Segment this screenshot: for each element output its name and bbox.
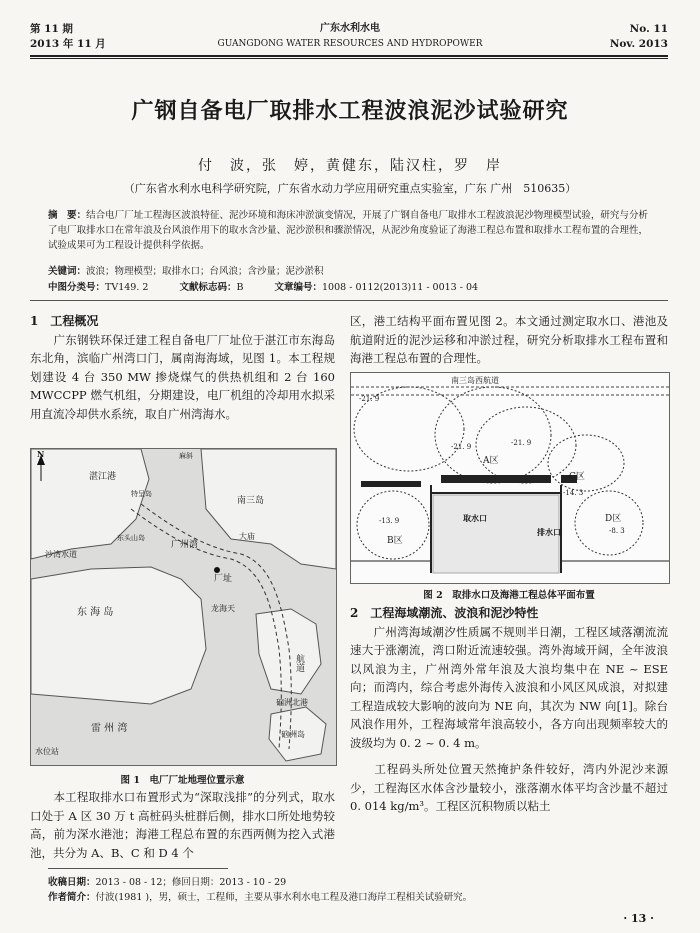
cls-label: 中图分类号： <box>48 282 106 293</box>
figure-2-layout <box>350 372 670 584</box>
received-value: 2013 - 08 - 12；修回日期：2013 - 10 - 29 <box>95 877 287 888</box>
fig2-zone-b: B区 <box>387 536 403 546</box>
header-rule-thin <box>30 58 668 59</box>
map-label-guangzhouwan: 广州湾 <box>171 540 199 550</box>
fig2-outfall-label: 排水口 <box>537 527 561 537</box>
section-1-heading: 1 工程概况 <box>30 314 99 328</box>
layout-paragraph: 本工程取排水口布置形式为“深取浅排”的分列式，取水口处于 A 区 30 万 t 高桩码头桩群后侧，排水口所处地势较高，前为深水港池；海港工程总布置的东西两侧为挖入式港池，共分为 A、B、C 和 D 4 个 <box>30 790 335 860</box>
map-label-dongtoushan: 东头山岛 <box>117 534 145 542</box>
footnote-rule <box>48 868 228 869</box>
fig2-depth-c: -14. 3 <box>563 489 584 497</box>
abstract <box>48 208 648 253</box>
received-date <box>48 874 286 888</box>
journal-title-en: GUANGDONG WATER RESOURCES AND HYDROPOWER <box>217 39 483 49</box>
map-label-gauge: 水位站 <box>35 747 59 756</box>
map-label-techeng: 特呈岛 <box>131 490 152 498</box>
fig2-depth-b: -13. 9 <box>379 517 400 525</box>
map-label-leizhou: 雷 州 湾 <box>91 723 128 734</box>
map-label-zhanjiang: 湛江港 <box>89 472 117 482</box>
fig2-zone-d: D区 <box>605 514 622 524</box>
keywords-label: 关键词： <box>48 266 87 277</box>
right-column-top <box>350 312 668 368</box>
left-column-bottom <box>30 788 335 862</box>
map-label-longhaitian: 龙海天 <box>211 604 235 613</box>
figure-2-intro-paragraph: 区，港工结构平面布置见图 2。本文通过测定取水口、港池及航道附近的泥沙运移和冲淤过程，研究分析取排水工程布置和海港工程总布置的合理性。 <box>350 314 668 365</box>
fig2-depth-1: -21. 9 <box>359 395 380 403</box>
figure-2-caption: 图 2 取排水口及海港工程总体平面布置 <box>423 590 595 601</box>
fig2-top-label: 南三岛西航道 <box>451 376 499 385</box>
doc-value: B <box>236 282 244 293</box>
map-label-naozhou-north: 硇洲北港 <box>276 698 308 707</box>
journal-title-cn: 广东水利水电 <box>320 23 380 34</box>
map-label-shawan: 沙湾水道 <box>45 550 77 559</box>
abstract-rule <box>30 300 668 301</box>
abstract-label: 摘 要： <box>48 210 87 221</box>
section-2-heading: 2 工程海域潮流、波浪和泥沙特性 <box>350 606 539 620</box>
author-bio <box>48 889 472 903</box>
author-bio-label: 作者简介： <box>48 892 96 903</box>
map-label-donghai: 东 海 岛 <box>77 607 114 618</box>
section-1-paragraph: 广东钢铁环保迁建工程自备电厂厂址位于湛江市东海岛东北角，滨临广州湾口门，属南海海域，见图 1。本工程规划建设 4 台 350 MW 掺烧煤气的供热机组和 2 台 160 MWCCPP 燃气机组，分期建设，电厂机组的冷却用水拟采用直流冷却供水系统，取自广州湾海水。 <box>30 332 335 421</box>
keywords-text: 波浪；物理模型；取排水口；台风浪；含沙量；泥沙淤积 <box>86 266 324 277</box>
map-label-site: 厂址 <box>214 574 233 584</box>
issue-number: 第 11 期 <box>30 23 73 35</box>
issue-date-en: Nov. 2013 <box>609 38 668 50</box>
map-label-channel: 航道 <box>294 654 304 672</box>
num-label: 文章编号： <box>274 282 323 293</box>
doc-label: 文献标志码： <box>179 282 237 293</box>
map-label-nansan: 南三岛 <box>237 496 265 506</box>
north-arrow-label: N <box>37 449 45 459</box>
figure-1-map <box>30 448 337 766</box>
affiliation: （广东省水利水电科学研究院，广东省水动力学应用研究重点实验室，广东 广州 510635） <box>123 182 577 195</box>
issue-date: 2013 年 11 月 <box>30 38 106 50</box>
figure-1-caption: 图 1 电厂厂址地理位置示意 <box>120 775 245 786</box>
section-2-paragraph-1: 广州湾海域潮汐性质属不规则半日潮，工程区域落潮流流速大于涨潮流，湾口附近流速较强。湾外海域开阔，全年波浪以风浪为主，广州湾外常年浪及大浪均集中在 NE ~ ESE 向；而湾内，综合考虑外海传入波浪和小风区风成浪，对拟建工程造成较大影响的波向为 NE 向，其次为 NW 向[1]。除台风浪作用外，工程海域常年浪高较小，各方向出现频率较大的波级均为 0. 2 ~ 0. 4 m。 <box>350 624 668 750</box>
left-column-top <box>30 312 335 423</box>
map-label-damiao: 大庙 <box>239 532 255 541</box>
map-label-maxie: 麻斜 <box>179 452 193 460</box>
map-label-naozhou: 硇洲岛 <box>281 730 305 739</box>
author-bio-text: 付波(1981 )，男，硕士，工程师，主要从事水利水电工程及港口海岸工程相关试验研究。 <box>95 892 473 903</box>
fig2-zone-a: A区 <box>483 456 499 466</box>
fig2-depth-2: -21. 9 <box>451 443 472 451</box>
fig2-intake-label: 取水口 <box>463 513 487 523</box>
abstract-text: 结合电厂厂址工程海区波浪特征、泥沙环境和海床冲淤演变情况，开展了广钢自备电厂取排水工程波浪泥沙物理模型试验，研究与分析了电厂取排水口在常年浪及台风浪作用下的取水含沙量、泥沙淤积和骤淤情况，从泥沙角度验证了海港工程总布置和取排水工程布置的合理性，试验成果可为工程设计提供科学依据。 <box>48 210 648 251</box>
section-2-paragraph-2: 工程码头所处位置天然掩护条件较好，湾内外泥沙来源少，工程海区水体含沙量较小，涨落潮水体平均含沙量不超过 0. 014 kg/m³。工程区沉积物质以粘土 <box>350 762 668 813</box>
num-value: 1008 - 0112(2013)11 - 0013 - 04 <box>322 282 479 293</box>
authors: 付 波，张 婷，黄健东，陆汉柱，罗 岸 <box>198 158 502 174</box>
fig2-zone-c: C区 <box>569 472 585 482</box>
cls-value: TV149. 2 <box>105 282 149 293</box>
article-title: 广钢自备电厂取排水工程波浪泥沙试验研究 <box>131 98 569 124</box>
keywords <box>48 263 324 277</box>
classification-line <box>48 279 478 293</box>
page-number: · 13 · <box>623 912 654 925</box>
header-rule <box>30 55 668 57</box>
fig2-depth-d: -8. 3 <box>609 527 625 535</box>
issue-number-en: No. 11 <box>629 23 668 35</box>
received-label: 收稿日期： <box>48 877 96 888</box>
fig2-depth-3: -21. 9 <box>511 439 532 447</box>
right-column-bottom <box>350 604 668 816</box>
